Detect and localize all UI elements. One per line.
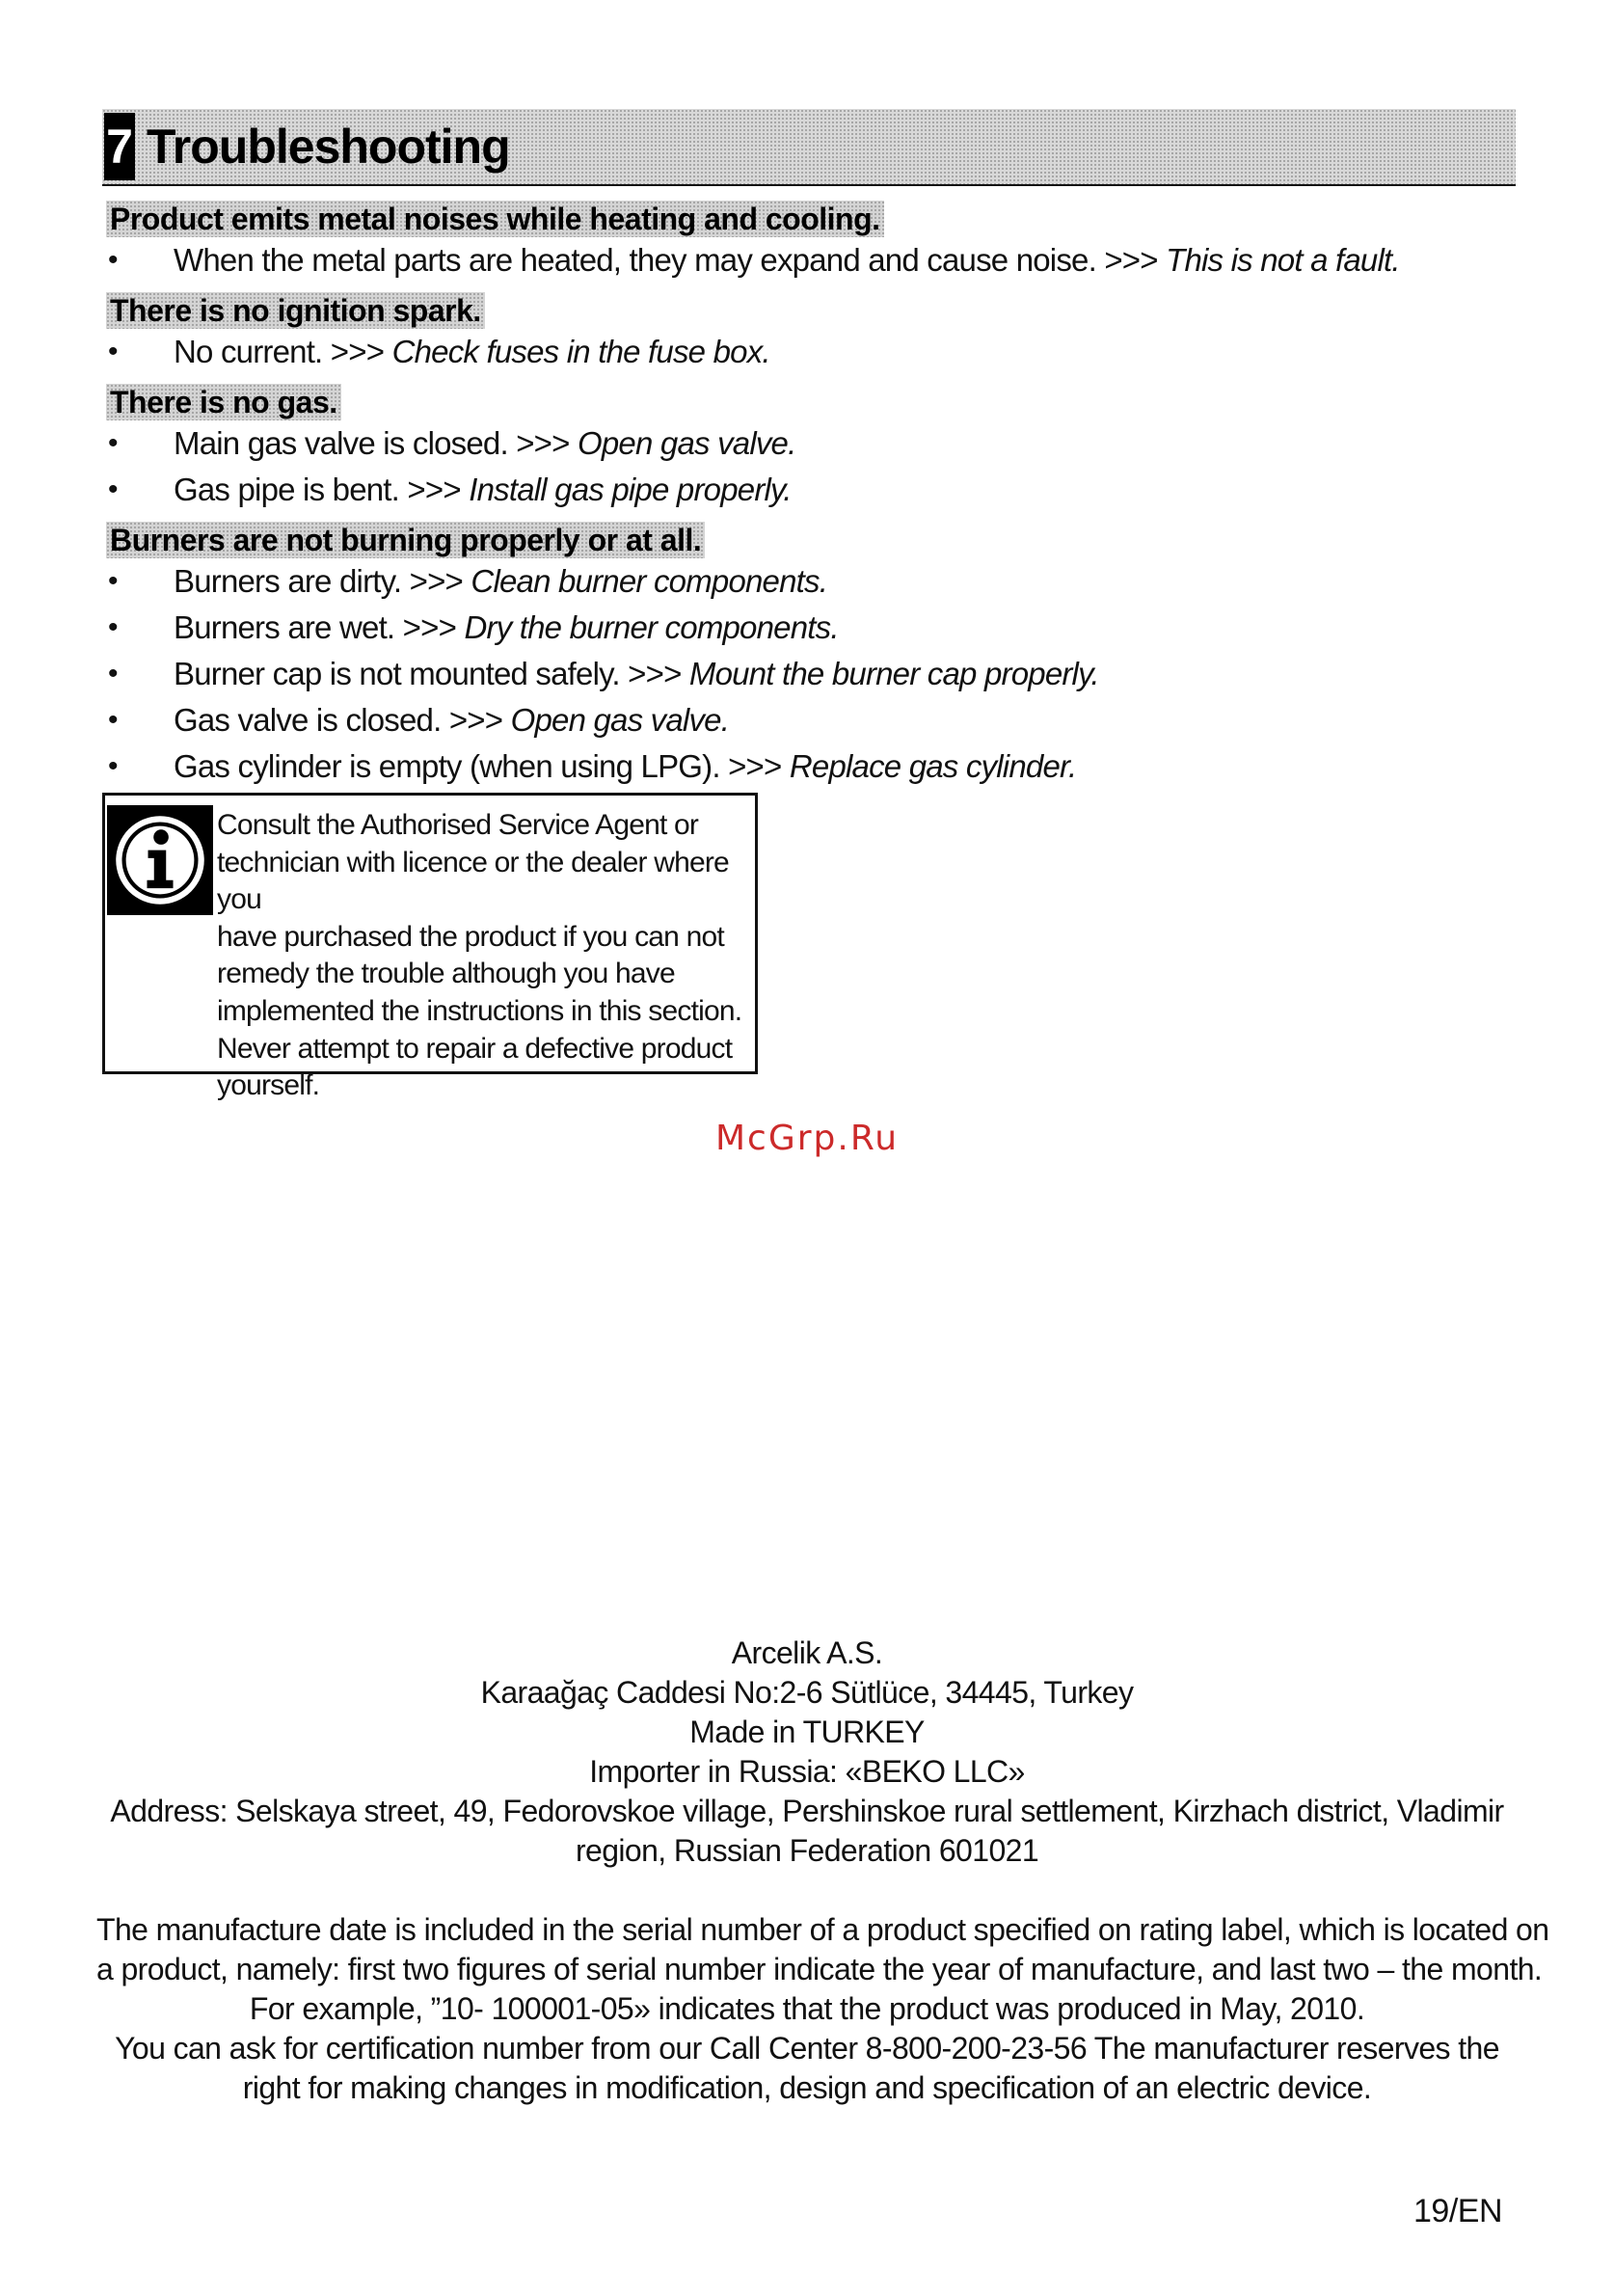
chapter-header bbox=[102, 109, 1516, 186]
manufacturer-line: region, Russian Federation 601021 bbox=[575, 1833, 1039, 1868]
solution-text: Check fuses in the fuse box. bbox=[391, 334, 770, 369]
manufacturer-line: Arcelik A.S. bbox=[731, 1635, 883, 1670]
info-text bbox=[217, 807, 757, 1105]
notice-line: For example, ”10- 100001-05» indicates that the product was produced in May, 2010. bbox=[249, 1991, 1365, 2026]
section-heading: Burners are not burning properly or at all. bbox=[106, 522, 705, 558]
bullet-list bbox=[106, 420, 1456, 513]
solution-text: Mount the burner cap properly. bbox=[688, 656, 1099, 691]
section-burners-not-burning bbox=[106, 522, 1456, 790]
cause-text: Gas cylinder is empty (when using LPG). >>> bbox=[174, 748, 790, 784]
manufacturer-line: Address: Selskaya street, 49, Fedorovskoe village, Pershinskoe rural settlement, Kirzhach district, Vladimir bbox=[110, 1794, 1504, 1828]
cause-text: Burners are wet. >>> bbox=[174, 609, 465, 645]
notice-line: right for making changes in modification, design and specification of an electric device. bbox=[242, 2070, 1372, 2105]
notice-line: a product, namely: first two figures of serial number indicate the year of manufacture, and last two – the month. bbox=[96, 1952, 1543, 1986]
section-heading: There is no gas. bbox=[106, 384, 341, 420]
solution-text: Open gas valve. bbox=[578, 425, 796, 461]
list-item bbox=[106, 743, 1456, 790]
list-item bbox=[106, 697, 1456, 743]
manufacture-date-notice bbox=[96, 1910, 1549, 2108]
manufacturer-line: Karaağaç Caddesi No:2-6 Sütlüce, 34445, Turkey bbox=[480, 1675, 1134, 1710]
list-item bbox=[106, 558, 1456, 605]
cause-text: Gas pipe is bent. >>> bbox=[174, 472, 470, 507]
section-no-ignition-spark bbox=[106, 292, 1456, 375]
page-number: 19/EN bbox=[1413, 2193, 1502, 2229]
list-item bbox=[106, 237, 1456, 284]
info-line: remedy the trouble although you have bbox=[217, 958, 675, 990]
list-item bbox=[106, 651, 1456, 697]
info-icon bbox=[107, 805, 213, 915]
solution-text: This is not a fault. bbox=[1166, 242, 1400, 278]
notice-line: The manufacture date is included in the serial number of a product specified on rating label, which is located on bbox=[96, 1912, 1549, 1947]
cause-text: Burner cap is not mounted safely. >>> bbox=[174, 656, 689, 691]
info-line: implemented the instructions in this section. bbox=[217, 994, 742, 1027]
cause-text: No current. >>> bbox=[174, 334, 392, 369]
section-heading: Product emits metal noises while heating and cooling. bbox=[106, 201, 884, 237]
solution-text: Install gas pipe properly. bbox=[469, 472, 792, 507]
notice-line: You can ask for certification number from our Call Center 8-800-200-23-56 The manufacturer reserves the bbox=[115, 2031, 1499, 2066]
cause-text: Gas valve is closed. >>> bbox=[174, 702, 511, 738]
list-item bbox=[106, 420, 1456, 467]
bullet-list bbox=[106, 558, 1456, 790]
manufacturer-line: Made in TURKEY bbox=[689, 1715, 925, 1749]
cause-text: When the metal parts are heated, they may expand and cause noise. >>> bbox=[174, 242, 1167, 278]
info-line: technician with licence or the dealer where you bbox=[217, 846, 729, 916]
list-item bbox=[106, 329, 1456, 375]
info-line: Consult the Authorised Service Agent or bbox=[217, 809, 699, 841]
list-item bbox=[106, 605, 1456, 651]
section-no-gas bbox=[106, 384, 1456, 513]
list-item bbox=[106, 467, 1456, 513]
info-line: have purchased the product if you can not bbox=[217, 920, 724, 953]
manufacturer-info bbox=[96, 1634, 1518, 1871]
section-metal-noises bbox=[106, 201, 1456, 284]
solution-text: Open gas valve. bbox=[510, 702, 730, 738]
solution-text: Replace gas cylinder. bbox=[789, 748, 1077, 784]
chapter-number: 7 bbox=[104, 113, 135, 180]
chapter-title: Troubleshooting bbox=[147, 120, 510, 174]
info-line: Never attempt to repair a defective product bbox=[217, 1032, 733, 1065]
solution-text: Dry the burner components. bbox=[464, 609, 839, 645]
section-heading: There is no ignition spark. bbox=[106, 292, 485, 329]
watermark: McGrp.Ru bbox=[714, 1119, 900, 1158]
info-notice-box bbox=[102, 793, 758, 1102]
cause-text: Burners are dirty. >>> bbox=[174, 563, 471, 599]
cause-text: Main gas valve is closed. >>> bbox=[174, 425, 578, 461]
bullet-list bbox=[106, 329, 1456, 375]
manufacturer-line: Importer in Russia: «BEKO LLC» bbox=[589, 1754, 1025, 1789]
bullet-list bbox=[106, 237, 1456, 284]
info-line: yourself. bbox=[217, 1069, 320, 1102]
solution-text: Clean burner components. bbox=[471, 563, 828, 599]
